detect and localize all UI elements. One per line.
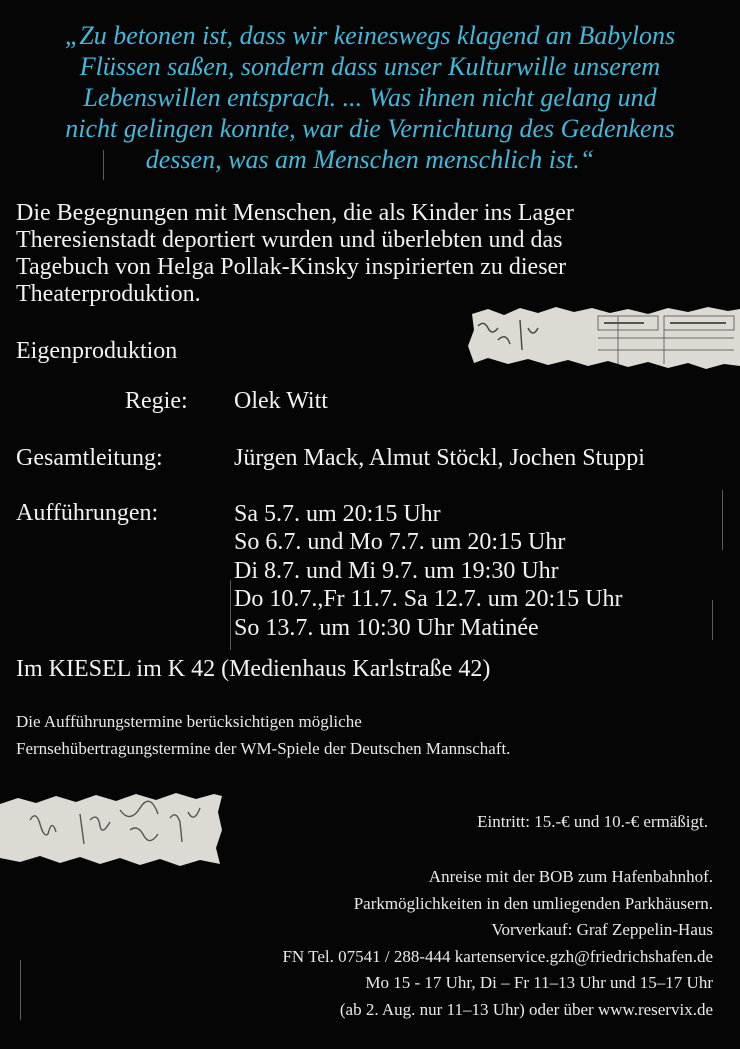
- info-line: FN Tel. 07541 / 288-444 kartenservice.gzh@friedrichshafen.de: [282, 946, 713, 966]
- note-line: Fernsehübertragungstermine der WM-Spiele der Deutschen Mannschaft.: [16, 739, 511, 758]
- note-line: Die Aufführungstermine berücksichtigen mögliche: [16, 712, 362, 731]
- venue: Im KIESEL im K 42 (Medienhaus Karlstraße 42): [16, 656, 491, 682]
- admission-price: Eintritt: 15.-€ und 10.-€ ermäßigt.: [477, 812, 708, 831]
- info-line: Anreise mit der BOB zum Hafenbahnhof.: [428, 867, 713, 886]
- schedule-note: [16, 708, 510, 762]
- film-scratch: [712, 600, 713, 640]
- intro-paragraph: [16, 200, 726, 308]
- quote-line: nicht gelingen konnte, war die Vernichtung des Gedenkens: [65, 114, 675, 143]
- performance-date: Sa 5.7. um 20:15 Uhr: [234, 501, 441, 527]
- quote-line: „Zu betonen ist, dass wir keineswegs klagend an Babylons: [64, 21, 676, 50]
- info-line: (ab 2. Aug. nur 11–13 Uhr) oder über www.reservix.de: [339, 999, 713, 1019]
- travel-and-ticket-info: [282, 864, 713, 1024]
- film-scratch: [722, 490, 723, 550]
- info-line: Parkmöglichkeiten in den umliegenden Parkhäusern.: [353, 893, 713, 913]
- film-scratch: [20, 960, 21, 1020]
- gesamtleitung-label: Gesamtleitung:: [16, 445, 163, 471]
- gesamtleitung-value: Jürgen Mack, Almut Stöckl, Jochen Stuppi: [234, 445, 645, 471]
- intro-line: Theaterproduktion.: [16, 281, 201, 307]
- performance-date: So 6.7. und Mo 7.7. um 20:15 Uhr: [234, 529, 566, 556]
- info-line: Mo 15 - 17 Uhr, Di – Fr 11–13 Uhr und 15–17 Uhr: [365, 973, 713, 993]
- quote-line: Lebenswillen entsprach. ... Was ihnen nicht gelang und: [83, 83, 657, 112]
- quote-line: dessen, was am Menschen menschlich ist.“: [145, 145, 595, 174]
- intro-line: Theresienstadt deportiert wurden und überlebten und das: [16, 227, 563, 253]
- performance-dates-list: [234, 500, 622, 642]
- production-type: Eigenproduktion: [16, 338, 178, 364]
- quote-block: [12, 20, 728, 175]
- torn-diary-scrap-image: [0, 790, 222, 870]
- info-line: Vorverkauf: Graf Zeppelin-Haus: [491, 920, 713, 940]
- intro-line: Tagebuch von Helga Pollak-Kinsky inspirierten zu dieser: [16, 254, 567, 280]
- performance-date: Do 10.7.,Fr 11.7. Sa 12.7. um 20:15 Uhr: [234, 586, 623, 613]
- auffuehrungen-label: Aufführungen:: [16, 500, 159, 526]
- performance-date: Di 8.7. und Mi 9.7. um 19:30 Uhr: [234, 557, 559, 584]
- quote-line: Flüssen saßen, sondern dass unser Kulturwille unserem: [79, 52, 661, 81]
- film-scratch: [230, 580, 231, 650]
- regie-label: Regie:: [125, 388, 188, 414]
- intro-line: Die Begegnungen mit Menschen, die als Kinder ins Lager: [16, 200, 574, 226]
- performance-date: So 13.7. um 10:30 Uhr Matinée: [234, 614, 539, 641]
- torn-diary-scrap-image: [468, 306, 740, 370]
- regie-value: Olek Witt: [234, 388, 328, 414]
